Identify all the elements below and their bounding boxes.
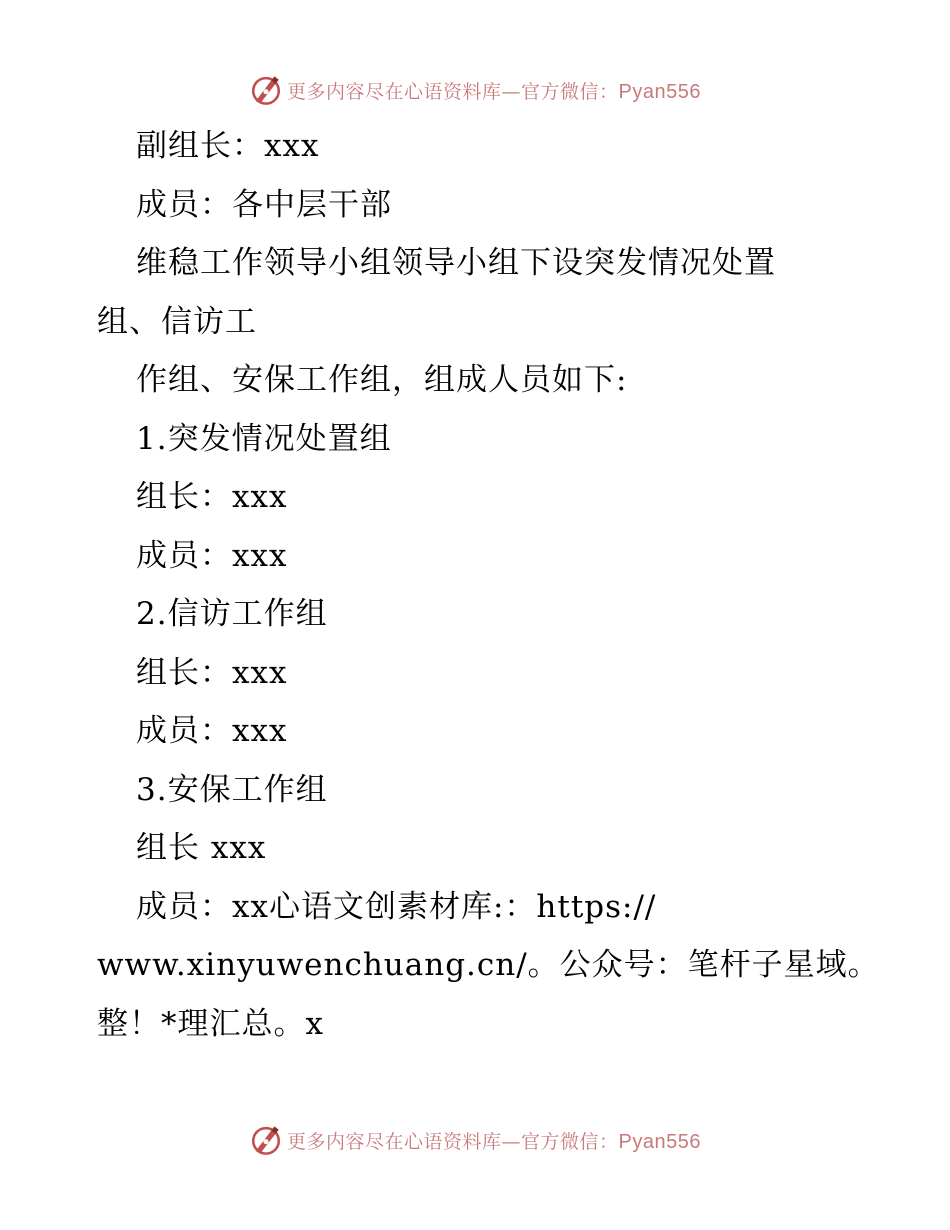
text-line: 副组长：xxx [136, 128, 320, 164]
text-line: 维稳工作领导小组领导小组下设突发情况处置 [136, 245, 776, 281]
pen-circle-logo-icon [249, 1123, 283, 1157]
document-body [97, 117, 880, 1053]
text-line: 组长：xxx [136, 654, 288, 691]
text-line: 整！*理汇总。x [97, 1005, 324, 1042]
text-line: 成员：xx心语文创素材库:：https:// [136, 888, 657, 925]
footer-wechat-id: Pyan556 [618, 1130, 701, 1153]
text-line: 成员：xxx [136, 537, 288, 574]
header-wechat-id: Pyan556 [618, 80, 701, 103]
footer-banner [0, 1120, 950, 1160]
footer-banner-text: 更多内容尽在心语资料库—官方微信：Pyan556 [287, 1130, 701, 1153]
header-banner [0, 70, 950, 110]
section-heading: 3.安保工作组 [136, 771, 328, 808]
section-heading: 1.突发情况处置组 [136, 420, 392, 457]
text-line: www.xinyuwenchuang.cn/。公众号：笔杆子星域。 [97, 947, 880, 983]
section-heading: 2.信访工作组 [136, 596, 328, 632]
text-line: 成员：各中层干部 [136, 186, 392, 223]
text-line: 作组、安保工作组，组成人员如下: [136, 362, 628, 398]
text-line: 组、信访工 [97, 303, 257, 340]
pen-circle-logo-icon [249, 73, 283, 107]
header-banner-text: 更多内容尽在心语资料库—官方微信：Pyan556 [287, 80, 701, 103]
text-line: 组长 xxx [136, 830, 267, 866]
text-line: 组长：xxx [136, 479, 288, 515]
text-line: 成员：xxx [136, 713, 288, 749]
